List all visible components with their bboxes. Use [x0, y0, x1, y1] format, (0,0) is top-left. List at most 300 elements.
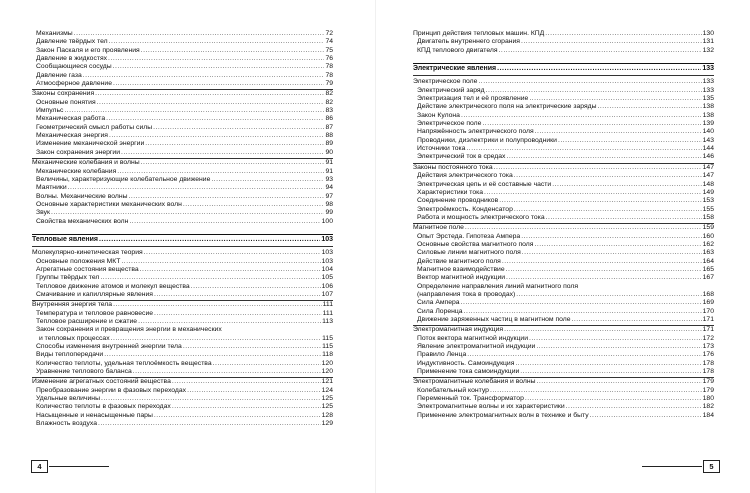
entry-title: Действие магнитного поля: [417, 257, 501, 265]
entry-title: Характеристики тока: [417, 188, 484, 196]
entry-title: Основные характеристики механических волн: [36, 200, 182, 208]
toc-entry[interactable]: [32, 403, 333, 411]
left-page-number: [31, 460, 48, 473]
entry-page-number: 105: [321, 274, 333, 282]
toc-entry[interactable]: [32, 124, 333, 132]
dot-leader: [172, 403, 321, 411]
dot-leader: [154, 291, 321, 299]
dot-leader: [104, 351, 321, 359]
dot-leader: [129, 193, 325, 201]
entry-page-number: 104: [321, 265, 333, 273]
dot-leader: [461, 112, 702, 120]
toc-entry[interactable]: [32, 326, 333, 334]
entry-page-number: 78: [325, 71, 333, 79]
toc-entry[interactable]: [413, 316, 714, 324]
dot-leader: [464, 308, 702, 316]
entry-page-number: 128: [321, 411, 333, 419]
toc-entry[interactable]: [413, 120, 714, 128]
chapter-entry[interactable]: [413, 224, 714, 232]
entry-title: Электромагнитная индукция: [413, 326, 504, 334]
right-page-number: [703, 460, 720, 473]
toc-entry[interactable]: [32, 132, 333, 140]
right-page-contents: [413, 30, 714, 420]
entry-page-number: 162: [702, 240, 714, 248]
entry-page-number: 74: [325, 38, 333, 46]
toc-entry[interactable]: [32, 55, 333, 63]
entry-page-number: 129: [321, 420, 333, 428]
entry-title: Закон сохранения энергии: [36, 148, 121, 156]
entry-title: Индуктивность. Самоиндукция: [417, 359, 515, 367]
chapter-entry[interactable]: [413, 30, 714, 38]
entry-title: Давление в жидкостях: [36, 55, 108, 63]
toc-entry[interactable]: [413, 308, 714, 316]
entry-page-number: 133: [702, 86, 714, 94]
toc-entry[interactable]: [413, 112, 714, 120]
toc-entry[interactable]: [32, 193, 333, 201]
chapter-entry[interactable]: [32, 249, 333, 257]
dot-leader: [536, 378, 701, 386]
chapter-entry[interactable]: [32, 90, 333, 98]
entry-title: Магнитное взаимодействие: [417, 265, 505, 273]
entry-page-number: 159: [702, 224, 714, 232]
entry-title: Сила Ампера: [417, 299, 460, 307]
entry-title: Применение тока самоиндукции: [417, 368, 520, 376]
dot-leader: [113, 63, 325, 71]
toc-entry[interactable]: [413, 206, 714, 214]
entry-title: Тепловые явления: [32, 235, 98, 243]
entry-page-number: 76: [325, 55, 333, 63]
entry-title: (направления тока в проводах): [417, 290, 516, 298]
toc-entry[interactable]: [413, 343, 714, 351]
part-divider: [32, 246, 333, 247]
toc-entry[interactable]: [32, 258, 333, 266]
entry-title: Удельные величины: [36, 395, 100, 403]
entry-title: Правило Ленца: [417, 351, 467, 359]
entry-title: Явление электромагнитной индукции: [417, 343, 536, 351]
toc-entry[interactable]: [32, 47, 333, 55]
entry-title: Применение электромагнитных волн в технике и быту: [417, 411, 589, 419]
toc-entry[interactable]: [413, 233, 714, 241]
entry-page-number: 100: [321, 217, 333, 225]
entry-title: Давление газа: [36, 71, 82, 79]
entry-page-number: 148: [702, 180, 714, 188]
toc-entry[interactable]: [32, 149, 333, 157]
entry-page-number: 147: [702, 172, 714, 180]
toc-entry[interactable]: [32, 168, 333, 176]
dot-leader: [558, 137, 702, 145]
entry-page-number: 118: [322, 351, 333, 359]
entry-page-number: 163: [702, 249, 714, 257]
toc-entry[interactable]: [32, 291, 333, 299]
dot-leader: [121, 258, 320, 266]
dot-leader: [51, 209, 324, 217]
chapter-entry[interactable]: [32, 159, 333, 167]
entry-page-number: 149: [702, 188, 714, 196]
chapter-entry[interactable]: [32, 378, 333, 386]
entry-title: Основные свойства магнитного поля: [417, 240, 534, 248]
toc-entry[interactable]: [413, 291, 714, 299]
toc-entry[interactable]: [32, 420, 333, 428]
entry-page-number: 103: [321, 257, 333, 265]
toc-entry[interactable]: [32, 266, 333, 274]
toc-entry[interactable]: [413, 153, 714, 161]
toc-entry[interactable]: [32, 201, 333, 209]
dot-leader: [515, 360, 701, 368]
entry-page-number: 115: [322, 334, 333, 342]
entry-page-number: 93: [325, 175, 333, 183]
toc-entry[interactable]: [413, 47, 714, 55]
entry-page-number: 121: [321, 378, 333, 386]
entry-title: Соединение проводников: [417, 197, 499, 205]
toc-entry[interactable]: [32, 72, 333, 80]
entry-page-number: 143: [702, 136, 714, 144]
entry-title: Маятники: [36, 184, 67, 192]
entry-page-number: 111: [322, 309, 333, 317]
toc-entry[interactable]: [32, 176, 333, 184]
entry-page-number: 176: [702, 351, 714, 359]
entry-title: Уравнение теплового баланса: [36, 368, 132, 376]
entry-page-number: 79: [325, 80, 333, 88]
toc-entry[interactable]: [413, 214, 714, 222]
dot-leader: [529, 95, 701, 103]
dot-leader: [141, 159, 325, 167]
dot-leader: [191, 283, 321, 291]
entry-page-number: 171: [702, 326, 714, 334]
toc-entry[interactable]: [32, 107, 333, 115]
dot-leader: [504, 326, 702, 334]
entry-title: Способы изменения внутренней энергии тела: [36, 343, 182, 351]
dot-leader: [187, 387, 321, 395]
entry-page-number: 138: [702, 111, 714, 119]
entry-title: Законы сохранения: [32, 90, 95, 98]
dot-leader: [597, 103, 701, 111]
dot-leader: [99, 236, 320, 244]
entry-title: Законы постоянного тока: [413, 163, 493, 171]
entry-title: Магнитное поле: [413, 224, 464, 232]
dot-leader: [154, 310, 322, 318]
entry-page-number: 158: [702, 213, 714, 221]
right-page-number-label: 5: [709, 462, 714, 471]
dot-leader: [141, 47, 325, 55]
entry-title: Действия электрического тока: [417, 172, 513, 180]
toc-entry[interactable]: [413, 137, 714, 145]
toc-entry[interactable]: [413, 266, 714, 274]
toc-entry[interactable]: [413, 368, 714, 376]
entry-title: Силовые линии магнитного поля: [417, 249, 521, 257]
entry-page-number: 180: [702, 395, 714, 403]
entry-title: Изменение агрегатных состояний вещества: [32, 378, 171, 386]
dot-leader: [98, 420, 321, 428]
entry-title: Тепловое движение атомов и молекул вещества: [36, 282, 190, 290]
entry-title: Электромагнитные волны и их характеристики: [417, 403, 565, 411]
toc-entry[interactable]: [413, 387, 714, 395]
entry-page-number: 120: [321, 359, 333, 367]
entry-title: Закон Кулона: [417, 111, 460, 119]
entry-title: и тепловых процессах: [39, 334, 110, 342]
dot-leader: [97, 99, 325, 107]
entry-title: Преобразование энергии в фазовых переходах: [36, 386, 187, 394]
dot-leader: [113, 80, 324, 88]
entry-page-number: 147: [702, 163, 714, 171]
toc-entry[interactable]: [413, 95, 714, 103]
toc-entry[interactable]: [32, 368, 333, 376]
chapter-entry[interactable]: [413, 326, 714, 334]
dot-leader: [502, 258, 702, 266]
toc-entry[interactable]: [32, 395, 333, 403]
dot-leader: [172, 378, 321, 386]
toc-entry[interactable]: [413, 38, 714, 46]
toc-entry[interactable]: [413, 103, 714, 111]
toc-entry[interactable]: [32, 99, 333, 107]
toc-entry[interactable]: [32, 80, 333, 88]
entry-title: Движение заряженных частиц в магнитном поле: [417, 316, 571, 323]
entry-page-number: 91: [325, 159, 333, 167]
entry-page-number: 178: [702, 368, 714, 376]
entry-page-number: 106: [321, 282, 333, 290]
entry-page-number: 90: [325, 148, 333, 156]
chapter-entry[interactable]: [32, 301, 333, 309]
entry-page-number: 97: [325, 192, 333, 200]
toc-entry[interactable]: [413, 360, 714, 368]
toc-entry[interactable]: [413, 403, 714, 411]
toc-entry[interactable]: [32, 30, 333, 38]
entry-title: Механическая работа: [36, 115, 106, 123]
entry-page-number: 130: [702, 30, 714, 37]
toc-entry[interactable]: [32, 283, 333, 291]
entry-title: Волны. Механические волны: [36, 192, 128, 200]
toc-entry[interactable]: [413, 299, 714, 307]
dot-leader: [497, 65, 701, 73]
part-heading[interactable]: [413, 65, 714, 73]
dot-leader: [117, 168, 324, 176]
entry-page-number: 120: [321, 368, 333, 376]
toc-entry[interactable]: [413, 181, 714, 189]
entry-title: Механические колебания: [36, 167, 117, 175]
dot-leader: [144, 249, 321, 257]
entry-title: Изменение механической энергии: [36, 140, 145, 148]
toc-entry[interactable]: [32, 387, 333, 395]
entry-title: Определение направления линий магнитного поля: [417, 282, 579, 290]
entry-title: Электрический ток в средах: [417, 153, 506, 161]
entry-title: Механические колебания и волны: [32, 159, 140, 167]
dot-leader: [95, 90, 324, 98]
part-divider: [32, 234, 333, 235]
toc-entry[interactable]: [413, 351, 714, 359]
entry-title: Двигатель внутреннего сгорания: [417, 38, 520, 46]
dot-leader: [534, 241, 701, 249]
entry-title: Температура и тепловое равновесие: [36, 309, 154, 317]
entry-title: Звук: [36, 209, 50, 217]
entry-title: Электрическая цепь и её составные части: [417, 180, 552, 188]
toc-entry[interactable]: [32, 140, 333, 148]
toc-entry[interactable]: [413, 172, 714, 180]
entry-page-number: 131: [702, 38, 714, 46]
toc-entry[interactable]: [32, 115, 333, 123]
dot-leader: [153, 124, 324, 132]
chapter-entry[interactable]: [413, 164, 714, 172]
dot-leader: [520, 368, 701, 376]
entry-title: Механизмы: [36, 30, 73, 37]
entry-page-number: 179: [702, 378, 714, 386]
dot-leader: [145, 140, 324, 148]
entry-page-number: 83: [325, 107, 333, 115]
entry-title: Количество теплоты, удельная теплоёмкость вещества: [36, 359, 212, 367]
toc-entry[interactable]: [32, 63, 333, 71]
dot-leader: [521, 233, 701, 241]
entry-title: Количество теплоты в фазовых переходах: [36, 403, 171, 411]
entry-page-number: 78: [325, 63, 333, 71]
left-page-number-label: 4: [37, 462, 42, 471]
entry-title: Свойства механических волн: [36, 217, 129, 225]
entry-page-number: 88: [325, 132, 333, 140]
toc-entry[interactable]: [413, 258, 714, 266]
dot-leader: [506, 266, 702, 274]
entry-page-number: 113: [322, 318, 333, 325]
dot-leader: [109, 38, 325, 46]
dot-leader: [106, 115, 324, 123]
entry-page-number: 165: [702, 265, 714, 273]
entry-page-number: 86: [325, 115, 333, 123]
dot-leader: [494, 164, 702, 172]
dot-leader: [522, 249, 702, 257]
dot-leader: [506, 153, 701, 161]
toc-entry[interactable]: [413, 412, 714, 420]
toc-entry[interactable]: [32, 360, 333, 368]
toc-entry[interactable]: [32, 274, 333, 282]
toc-entry[interactable]: [413, 249, 714, 257]
spacer: [32, 226, 333, 231]
entry-title: Величины, характеризующие колебательное движение: [36, 175, 211, 183]
entry-title: Напряжённость электрического поля: [417, 128, 534, 136]
entry-title: Давление твёрдых тел: [36, 38, 108, 46]
entry-title: Атмосферное давление: [36, 80, 112, 88]
dot-leader: [590, 412, 702, 420]
entry-page-number: 103: [321, 235, 333, 243]
entry-page-number: 146: [702, 153, 714, 161]
dot-leader: [535, 128, 702, 136]
entry-title: Закон Паскаля и его проявления: [36, 46, 140, 54]
entry-title: Основные положения МКТ: [36, 257, 121, 265]
entry-page-number: 133: [702, 65, 714, 73]
entry-page-number: 133: [702, 78, 714, 86]
entry-page-number: 184: [702, 411, 714, 419]
entry-page-number: 179: [702, 386, 714, 394]
toc-entry[interactable]: [413, 241, 714, 249]
dot-leader: [529, 335, 702, 343]
toc-entry[interactable]: [413, 145, 714, 153]
entry-page-number: 182: [702, 403, 714, 411]
entry-title: Группы твёрдых тел: [36, 274, 100, 282]
entry-title: Основные понятия: [36, 98, 96, 106]
toc-entry[interactable]: [32, 209, 333, 217]
entry-title: Источники тока: [417, 145, 466, 153]
spacer: [413, 55, 714, 60]
toc-entry[interactable]: [413, 87, 714, 95]
part-divider: [413, 75, 714, 76]
page-number-rule: [49, 466, 109, 467]
toc-entry[interactable]: [32, 335, 333, 343]
dot-leader: [490, 387, 702, 395]
toc-entry[interactable]: [32, 184, 333, 192]
toc-entry[interactable]: [32, 412, 333, 420]
entry-title: Влажность воздуха: [36, 420, 97, 428]
entry-page-number: 94: [325, 184, 333, 192]
entry-page-number: 155: [702, 205, 714, 213]
toc-entry[interactable]: [32, 343, 333, 351]
entry-title: Электроёмкость. Конденсатор: [417, 205, 513, 213]
dot-leader: [108, 55, 324, 63]
entry-page-number: 111: [322, 301, 333, 309]
left-page-contents: [32, 30, 333, 428]
toc-entry[interactable]: [32, 318, 333, 326]
toc-entry[interactable]: [413, 335, 714, 343]
entry-title: Опыт Эрстеда. Гипотеза Ампера: [417, 232, 521, 240]
entry-title: КПД теплового двигателя: [417, 46, 498, 54]
dot-leader: [465, 224, 702, 232]
dot-leader: [552, 181, 701, 189]
chapter-entry[interactable]: [413, 378, 714, 386]
entry-title: Колебательный контур: [417, 386, 489, 394]
dot-leader: [461, 299, 702, 307]
dot-leader: [101, 395, 321, 403]
entry-page-number: 103: [321, 249, 333, 257]
entry-title: Импульс: [36, 107, 64, 115]
entry-page-number: 98: [325, 200, 333, 208]
entry-page-number: 125: [321, 403, 333, 411]
dot-leader: [482, 120, 701, 128]
toc-entry[interactable]: [32, 38, 333, 46]
toc-entry[interactable]: [413, 395, 714, 403]
dot-leader: [121, 149, 324, 157]
entry-title: Переменный ток. Трансформатор: [417, 395, 524, 403]
entry-title: Сила Лоренца: [417, 307, 463, 315]
dot-leader: [514, 206, 702, 214]
part-heading[interactable]: [32, 236, 333, 244]
dot-leader: [478, 78, 701, 86]
entry-page-number: 135: [702, 95, 714, 103]
dot-leader: [138, 318, 321, 326]
toc-entry[interactable]: [32, 351, 333, 359]
entry-page-number: 160: [702, 232, 714, 240]
toc-entry[interactable]: [413, 274, 714, 282]
dot-leader: [83, 72, 325, 80]
chapter-entry[interactable]: [413, 78, 714, 86]
toc-entry[interactable]: [32, 218, 333, 226]
dot-leader: [133, 368, 321, 376]
entry-page-number: 170: [702, 307, 714, 315]
page-spine: [375, 0, 376, 493]
toc-entry[interactable]: [413, 283, 714, 291]
dot-leader: [213, 360, 321, 368]
entry-page-number: 124: [321, 386, 333, 394]
toc-entry[interactable]: [32, 310, 333, 318]
toc-entry[interactable]: [413, 189, 714, 197]
entry-title: Сообщающиеся сосуды: [36, 63, 112, 71]
dot-leader: [140, 266, 321, 274]
dot-leader: [516, 291, 701, 299]
toc-entry[interactable]: [413, 197, 714, 205]
entry-page-number: 153: [702, 197, 714, 205]
entry-title: Насыщенные и ненасыщенные пары: [36, 411, 153, 419]
part-divider: [413, 63, 714, 64]
entry-page-number: 125: [321, 395, 333, 403]
toc-entry[interactable]: [413, 128, 714, 136]
dot-leader: [211, 176, 324, 184]
dot-leader: [545, 30, 701, 38]
entry-page-number: 89: [325, 140, 333, 148]
entry-title: Работа и мощность электрического тока: [417, 213, 545, 221]
entry-title: Поток вектора магнитной индукции: [417, 334, 529, 342]
